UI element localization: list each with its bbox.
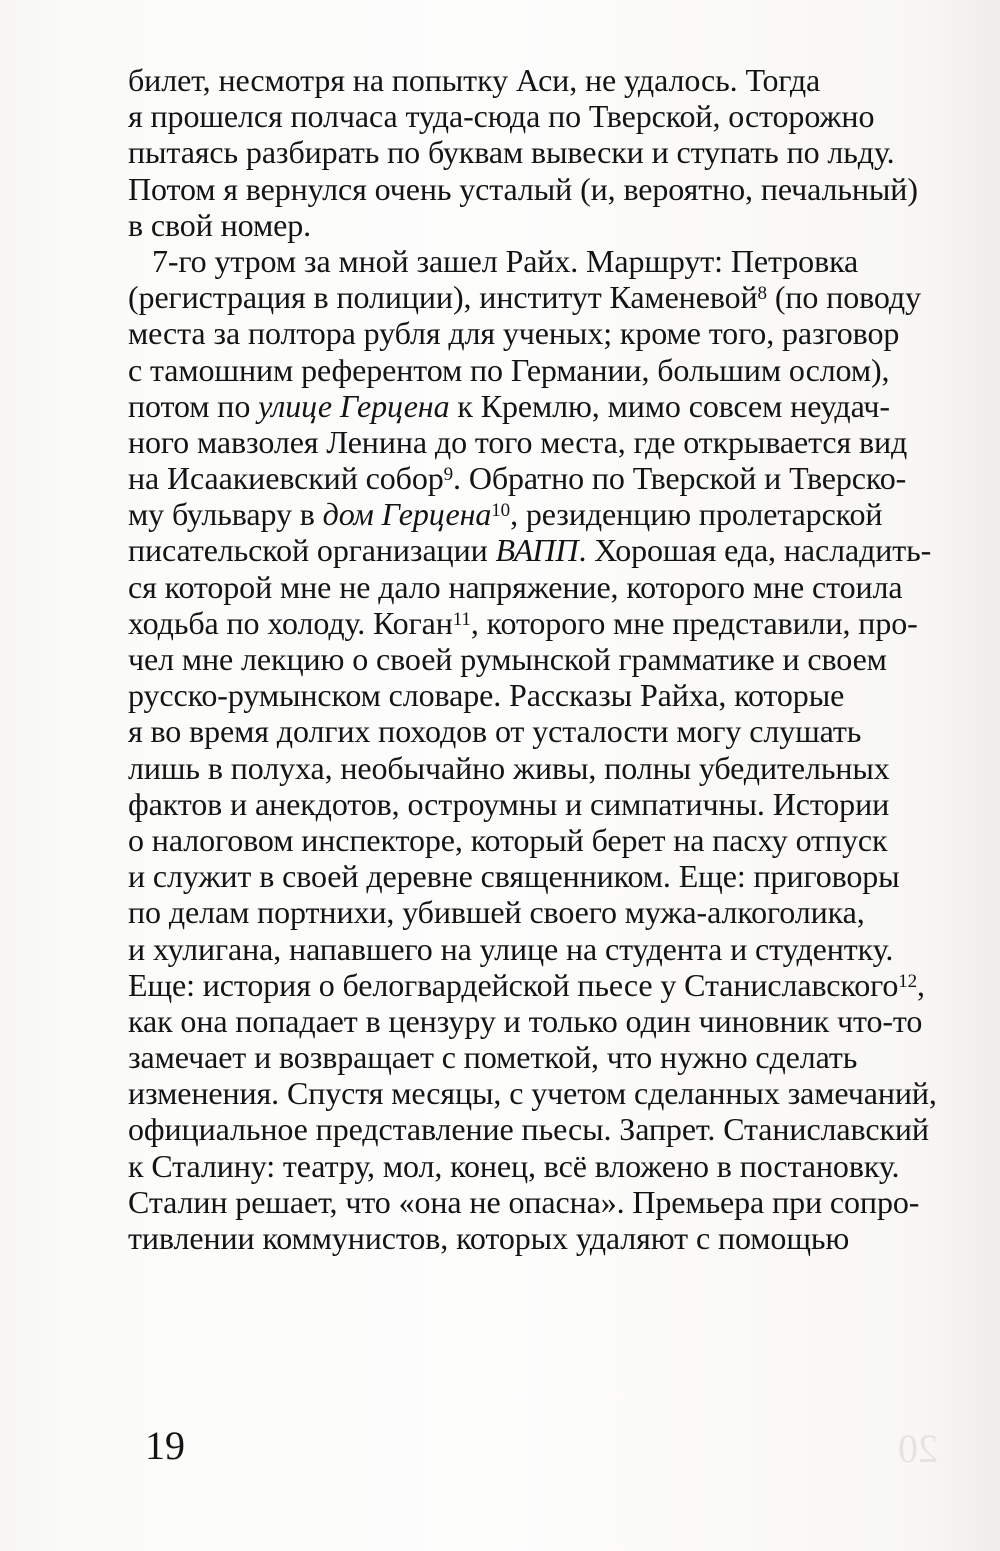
text-line: чел мне лекцию о своей румынской грамматике и своем xyxy=(128,641,887,677)
text-line: по делам портнихи, убившей своего мужа-алкоголика, xyxy=(128,894,865,931)
paragraph-start-line: 7-го утром за мной зашел Райх. Маршрут: Петровка xyxy=(152,242,859,279)
text-line: фактов и анекдотов, остроумны и симпатичны. Истории xyxy=(128,785,890,822)
italic-text: улице Герцена xyxy=(258,387,450,424)
text-fragment: (регистрация в полиции), институт Каменевой xyxy=(128,279,758,316)
text-fragment: . Хорошая еда, насладить- xyxy=(578,532,932,569)
text-line: места за полтора рубля для ученых; кроме того, разговор xyxy=(128,315,900,352)
text-line: Сталин решает, что «она не опасна». Премьера при сопро- xyxy=(128,1183,920,1220)
text-line: ся которой мне не дало напряжение, которого мне стоила xyxy=(128,568,903,605)
text-line xyxy=(128,388,968,424)
text-line: я во время долгих походов от усталости могу слушать xyxy=(128,713,862,750)
text-fragment: на Исаакиевский собор xyxy=(128,460,444,497)
footnote-ref: 8 xyxy=(757,283,767,305)
text-line: в свой номер. xyxy=(128,206,311,243)
text-line: лишь в полуха, необычайно живы, полны убедительных xyxy=(128,749,890,786)
text-fragment: . Обратно по Тверской и Тверско- xyxy=(453,460,907,497)
body-text xyxy=(128,62,968,1256)
text-line: изменения. Спустя месяцы, с учетом сделанных замечаний, xyxy=(128,1075,937,1112)
text-line xyxy=(128,496,968,532)
text-line: о налоговом инспекторе, который берет на пасху отпуск xyxy=(128,821,888,858)
text-line: пытаясь разбирать по буквам вывески и ступать по льду. xyxy=(128,134,895,171)
text-line xyxy=(128,460,968,496)
page-number: 19 xyxy=(145,1423,185,1468)
text-fragment: , которого мне представили, про- xyxy=(470,604,918,641)
footnote-ref: 12 xyxy=(898,970,918,992)
bleed-through-page-number: 20 xyxy=(898,1426,938,1471)
text-fragment: к Кремлю, мимо совсем неудач- xyxy=(449,387,890,424)
text-line: как она попадает в цензуру и только один чиновник что-то xyxy=(128,1002,923,1039)
text-line xyxy=(128,605,968,641)
italic-text: ВАПП xyxy=(495,532,579,569)
text-line: официальное представление пьесы. Запрет. Станиславский xyxy=(128,1111,929,1148)
text-fragment: , xyxy=(917,966,925,1003)
text-line: русско-румынском словаре. Рассказы Райха, которые xyxy=(128,677,845,714)
text-line: и служит в своей деревне священником. Еще: приговоры xyxy=(128,858,900,895)
text-line xyxy=(128,967,968,1003)
text-line xyxy=(128,279,968,315)
text-line xyxy=(128,532,968,568)
text-fragment: Еще: история о белогвардейской пьесе у Станиславского xyxy=(128,966,899,1003)
italic-text: дом Герцена xyxy=(322,496,492,533)
text-fragment: писательской организации xyxy=(128,532,496,569)
text-line: билет, несмотря на попытку Аси, не удалось. Тогда xyxy=(128,62,821,98)
text-fragment: му бульвару в xyxy=(128,496,323,533)
text-line: тивлении коммунистов, которых удаляют с помощью xyxy=(128,1220,850,1256)
text-line: замечает и возвращает с пометкой, что нужно сделать xyxy=(128,1039,858,1076)
text-line: я прошелся полчаса туда-сюда по Тверской, осторожно xyxy=(128,98,875,135)
footnote-ref: 9 xyxy=(443,464,454,486)
text-line: и хулигана, напавшего на улице на студента и студентку. xyxy=(128,930,894,967)
text-line: Потом я вернулся очень усталый (и, вероятно, печальный) xyxy=(128,170,918,207)
text-line: с тамошним референтом по Германии, большим ослом), xyxy=(128,351,890,388)
text-line: к Сталину: театру, мол, конец, всё вложено в постановку. xyxy=(128,1147,900,1184)
text-fragment: (по поводу xyxy=(766,279,921,316)
footnote-ref: 11 xyxy=(452,608,471,630)
text-fragment: ходьба по холоду. Коган xyxy=(128,604,453,641)
footnote-ref: 10 xyxy=(491,500,511,522)
text-fragment: , резиденцию пролетарской xyxy=(510,496,883,533)
text-fragment: потом по xyxy=(128,387,259,424)
text-line: ного мавзолея Ленина до того места, где открывается вид xyxy=(128,423,908,460)
